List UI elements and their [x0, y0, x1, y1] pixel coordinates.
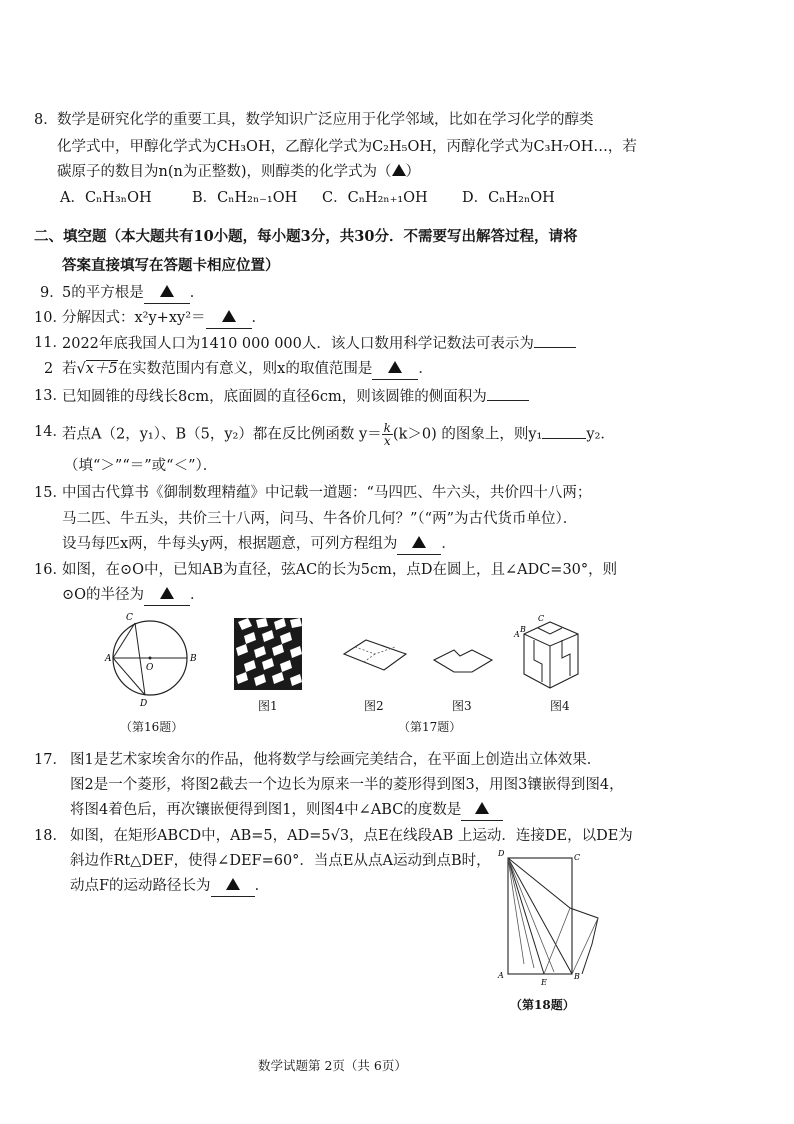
q11-line — [62, 333, 576, 354]
q10-text: 分解因式：x²y+xy²＝ — [62, 310, 206, 326]
q9-line — [62, 283, 204, 304]
q16-line1: 如图，在⊙O中，已知AB为直径，弦AC的长为5cm，点D在圆上，且∠ADC=30°，则 — [62, 562, 618, 578]
label-c: C — [126, 613, 133, 623]
label-o: O — [146, 663, 154, 673]
label-d: D — [140, 699, 148, 709]
q12-post: 在实数范围内有意义，则x的取值范围是 — [117, 361, 373, 377]
q8-line1: 数学是研究化学的重要工具，数学知识广泛应用于化学邻域，比如在学习化学的醇类 — [57, 112, 594, 128]
center-point — [149, 657, 152, 660]
q14-fraction — [382, 422, 393, 447]
q17-line1: 图1是艺术家埃舍尔的作品，他将数学与绘画完美结合，在平面上创造出立体效果． — [70, 752, 602, 768]
q17-number: 17． — [34, 752, 67, 768]
q18-line3 — [70, 876, 269, 897]
q8-number: 8． — [34, 112, 58, 128]
segment-db — [508, 858, 572, 974]
q12-pre: 若 — [62, 361, 77, 377]
answer-triangle-icon — [160, 587, 174, 599]
q12-answer-blank — [372, 359, 418, 380]
q9-answer-blank — [144, 283, 190, 304]
q14-line2: （填“＞”“＝”或“＜”）． — [64, 458, 218, 474]
q8-option-a: A．CₙH₃ₙOH — [60, 190, 152, 206]
answer-triangle-icon — [388, 361, 402, 373]
q18-text: 动点F的运动路径长为 — [70, 878, 211, 894]
figure-4-label: 图4 — [550, 699, 570, 713]
section2-heading-line2: 答案直接填写在答题卡相应位置） — [62, 257, 280, 274]
cut-rhombus-outline — [434, 650, 492, 672]
q18-end: ． — [254, 878, 270, 894]
label-e-fig18: E — [541, 978, 547, 987]
q12-number: 2 — [44, 361, 54, 377]
q15-number: 15． — [34, 485, 67, 501]
figure-2-rhombus — [340, 636, 410, 680]
q14-answer-blank — [542, 424, 586, 439]
q11-answer-blank — [534, 333, 576, 348]
q16-text: ⊙O的半径为 — [62, 587, 145, 603]
q17-text: 将图4着色后，再次镶嵌便得到图1，则图4中∠ABC的度数是 — [70, 802, 462, 818]
top-step — [538, 628, 562, 634]
q11-number: 11． — [34, 335, 67, 351]
answer-triangle-icon — [160, 285, 174, 297]
figure-18-caption: （第18题） — [510, 998, 575, 1012]
q10-line — [62, 308, 266, 329]
inner-edges-top — [524, 634, 578, 646]
q15-line3 — [62, 534, 456, 555]
q17-answer-blank — [461, 800, 503, 821]
figure-3-label: 图3 — [452, 699, 472, 713]
answer-triangle-icon — [222, 310, 236, 322]
q8-line2: 化学式中，甲醇化学式为CH₃OH，乙醇化学式为C₂H₅OH，丙醇化学式为C₃H₇OH…，若 — [57, 139, 637, 155]
q9-end: ． — [189, 285, 205, 301]
q15-text: 设马每匹x两，牛每头y两，根据题意，可列方程组为 — [62, 536, 398, 552]
q17-line3 — [70, 800, 503, 821]
q8-option-b: B．CₙH₂ₙ₋₁OH — [192, 190, 298, 206]
q14-pre: 若点A（2，y₁）、B（5，y₂）都在反比例函数 y＝ — [62, 426, 382, 443]
q14-fraction-numerator: k — [383, 421, 391, 435]
q17-line2: 图2是一个菱形，将图2截去一个边长为原来一半的菱形得到图3，用图3镶嵌得到图4， — [70, 777, 624, 793]
left-step — [534, 640, 542, 682]
page-footer: 数学试题第 2页（共 6页） — [258, 1058, 407, 1073]
q8-line3 — [57, 162, 420, 182]
answer-triangle-icon — [392, 164, 406, 176]
q11-text: 2022年底我国人口为1410 000 000人．该人口数用科学记数法可表示为 — [62, 336, 534, 352]
segment-de — [508, 858, 544, 974]
label-c-fig4: C — [538, 614, 545, 623]
figure-17-image-1-escher-pattern — [234, 618, 302, 690]
q15-line1: 中国古代算书《御制数理精蕴》中记载一道题：“马四匹、牛六头，共价四十八两； — [62, 485, 592, 501]
q13-text: 已知圆锥的母线长8cm，底面圆的直径6cm，则该圆锥的侧面积为 — [62, 389, 487, 405]
figure-1-label: 图1 — [258, 699, 278, 713]
chord-ac — [113, 623, 135, 658]
rhombus-outline — [344, 640, 406, 670]
q16-end: ． — [190, 587, 205, 603]
q16-answer-blank — [144, 585, 190, 606]
q15-end: ． — [441, 536, 456, 552]
q13-line — [62, 386, 529, 407]
q16-line2 — [62, 585, 205, 606]
sqrt-icon: √ — [76, 361, 86, 377]
answer-triangle-icon — [226, 878, 240, 890]
q10-end: ． — [251, 310, 267, 326]
q18-line2: 斜边作Rt△DEF，使得∠DEF=60°．当点E从点A运动到点B时， — [70, 853, 491, 869]
figure-18-rectangle-diagram — [494, 846, 614, 988]
q8-line3-end: ） — [405, 164, 420, 180]
q10-answer-blank — [206, 308, 252, 329]
label-a-fig4: A — [514, 630, 520, 639]
q13-number: 13． — [34, 388, 67, 404]
q12-line — [62, 359, 433, 380]
figure-3-cut-rhombus — [430, 646, 496, 680]
label-a-fig18: A — [498, 971, 504, 980]
figure-16-caption: （第16题） — [120, 720, 184, 734]
section2-heading-line1: 二、填空题（本大题共有10小题，每小题3分，共30分．不需要写出解答过程，请将 — [34, 228, 578, 245]
figure-4-tessellation — [512, 612, 592, 694]
q18-number: 18． — [34, 828, 67, 844]
q14-end: y₂． — [586, 426, 615, 443]
q8-options — [60, 188, 555, 208]
q8-option-c: C．CₙH₂ₙ₊₁OH — [322, 190, 428, 206]
label-d-fig18: D — [498, 849, 505, 858]
label-b-fig18: B — [574, 972, 580, 981]
q9-text: 5的平方根是 — [62, 285, 144, 301]
q15-answer-blank — [397, 534, 441, 555]
figure-17-caption: （第17题） — [398, 720, 462, 734]
rhombus-dashed-line-2 — [364, 654, 375, 662]
q13-answer-blank — [487, 386, 529, 401]
q8-line3-text: 碳原子的数目为n(n为正整数)，则醇类的化学式为（ — [57, 164, 392, 180]
label-c-fig18: C — [574, 853, 581, 862]
label-b-fig4: B — [520, 625, 526, 634]
segment-cd — [135, 623, 145, 695]
figure-16-circle-diagram — [105, 610, 208, 710]
right-step — [562, 640, 570, 676]
q10-number: 10． — [34, 310, 67, 326]
q18-answer-blank — [211, 876, 255, 897]
q9-number: 9． — [40, 285, 64, 301]
q14-number: 14． — [34, 424, 67, 440]
q14-line1 — [62, 422, 615, 447]
q14-fraction-denominator: x — [383, 434, 391, 448]
q16-number: 16． — [34, 562, 67, 578]
label-b: B — [190, 654, 197, 664]
q15-line2: 马二匹、牛五头，共价三十八两，问马、牛各价几何？”（“两”为古代货币单位）． — [62, 511, 578, 527]
q12-end: ． — [418, 361, 433, 377]
q18-line1: 如图，在矩形ABCD中，AB=5，AD=5√3，点E在线段AB 上运动．连接DE，以DE为 — [70, 828, 633, 844]
figure-2-label: 图2 — [364, 699, 384, 713]
answer-triangle-icon — [475, 802, 489, 814]
q8-option-d: D．CₙH₂ₙOH — [462, 190, 555, 206]
fan-line-3 — [508, 858, 524, 964]
answer-triangle-icon — [412, 536, 426, 548]
q14-post: (k＞0) 的图象上，则y₁ — [392, 426, 543, 443]
q12-radicand: x＋5 — [85, 361, 118, 377]
label-a: A — [105, 654, 112, 664]
